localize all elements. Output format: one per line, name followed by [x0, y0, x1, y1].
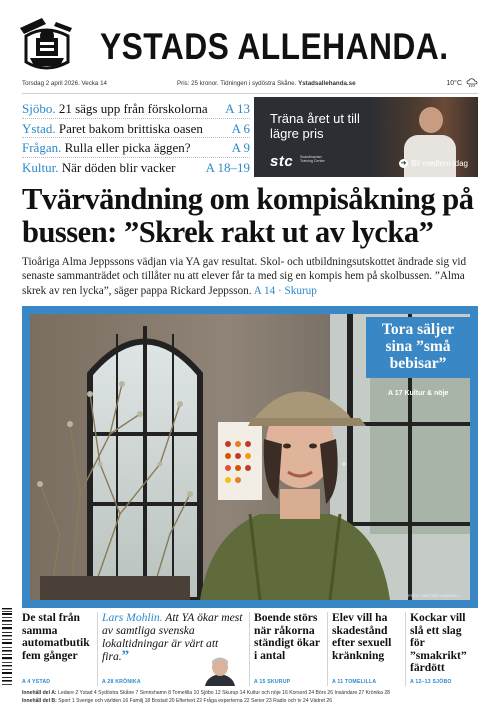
teaser-item[interactable]: Ystad. Paret bakom brittiska oasen A 6 [22, 119, 250, 139]
site-link[interactable]: Ystadsallehanda.se [298, 80, 356, 87]
ad-brand: stc [270, 153, 294, 170]
price-line: Pris: 25 kronor. Tidningen i sydöstra Skåne. Ystadsallehanda.se [177, 80, 356, 87]
puff-item[interactable]: Boende störs när råkorna ständigt ökar i antal A 15 SKURUP [254, 612, 328, 686]
ad-cta[interactable]: ➜ Bli medlem idag [400, 159, 468, 168]
avatar [203, 656, 237, 686]
masthead [14, 14, 486, 76]
quote-icon: ” [121, 648, 130, 665]
page-ref: A 18–19 [205, 159, 250, 175]
arrow-right-icon: ➜ [400, 160, 407, 167]
weather [446, 78, 478, 88]
contents-index [22, 690, 482, 705]
logo-emblem-icon [16, 14, 76, 72]
ad-brand-sub: Scandinavian Training Center [300, 155, 325, 164]
puff-item[interactable]: Elev vill ha skadestånd efter sexuell kränkning A 11 TOMELILLA [332, 612, 406, 686]
page-ref: A 6 [231, 120, 250, 136]
puff-item[interactable]: De stal från samma automatbutik fem gånger A 4 YSTAD [22, 612, 98, 686]
teaser-item[interactable]: Kultur. När döden blir vacker A 18–19 [22, 159, 250, 175]
lead-lede: Tioåriga Alma Jeppssons vädjan via YA gav resultat. Skol- och utbildningsutskottet ändrade sig vid senaste sammanträdet och tillåter nu att elever får ta med sig en kompis hem på skolbussen. ”Alma skrek av ren lycka”, säger pappa Rickard Jeppsson. A 14 · Skurup [22, 256, 467, 297]
teaser-list [22, 99, 250, 177]
ad-photo-figure [419, 107, 443, 133]
page-ref: A 9 [231, 140, 250, 155]
bottom-puffs [22, 612, 478, 686]
photo-teaser-ref[interactable]: A 17 Kultur & nöje [388, 390, 449, 397]
lead-page-ref[interactable]: A 14 · Skurup [253, 284, 317, 297]
puff-chronicle[interactable]: Lars Mohlin. Att YA ökar mest av samtliga svenska lokaltidningar är värt att fira.” A 28 KRÖNIKA [102, 612, 250, 686]
index-part-b: Innehåll del B: Sport 1 Sverige och världen 16 Familj 18 Bostad 20 Eftertext 22 Fråga experterna 22 Serier 23 Radio och tv 24 Vädret 26 [22, 697, 333, 704]
paper-name: YSTADS ALLEHANDA. [100, 26, 449, 67]
index-part-a: Innehåll del A: Ledare 2 Ystad 4 Sydöstra Skåne 7 Simrishamn 8 Tomelilla 10 Sjöbo 12 Skurup 14 Kultur och nöje 16 Korsord 24 Börs 26 Insändare 27 Krönika 28 [22, 690, 391, 696]
info-bar [22, 80, 478, 92]
advertisement[interactable] [254, 97, 478, 177]
teaser-item[interactable]: Frågan. Rulla eller picka äggen? A 9 [22, 138, 250, 158]
teaser-item[interactable]: Sjöbo. 21 sägs upp från förskolorna A 13 [22, 99, 250, 119]
divider [22, 93, 478, 94]
cloud-rain-icon [466, 78, 478, 88]
photo-credit: FOTO: MATTIAS LUNDVALL [408, 593, 460, 598]
issue-date: Torsdag 2 april 2026. Vecka 14 [22, 80, 107, 87]
barcode-icon [2, 608, 12, 688]
ad-photo-figure [404, 135, 456, 177]
photo-teaser-title[interactable]: Tora säljer sina ”små bebisar” [366, 317, 470, 378]
lead-headline[interactable]: Tvärvändning om kompisåkning på bussen: ”Skrek rakt ut av lycka” [22, 182, 474, 249]
ad-title: Träna året ut till lägre pris [270, 111, 360, 141]
columnist-name: Lars Mohlin. [102, 611, 163, 624]
page-ref: A 13 [225, 101, 250, 116]
puff-item[interactable]: Kockar vill slå ett slag för ”smakrikt” färdött A 12–13 SJÖBO [410, 611, 467, 685]
weather-temp: 10°C [446, 79, 462, 87]
